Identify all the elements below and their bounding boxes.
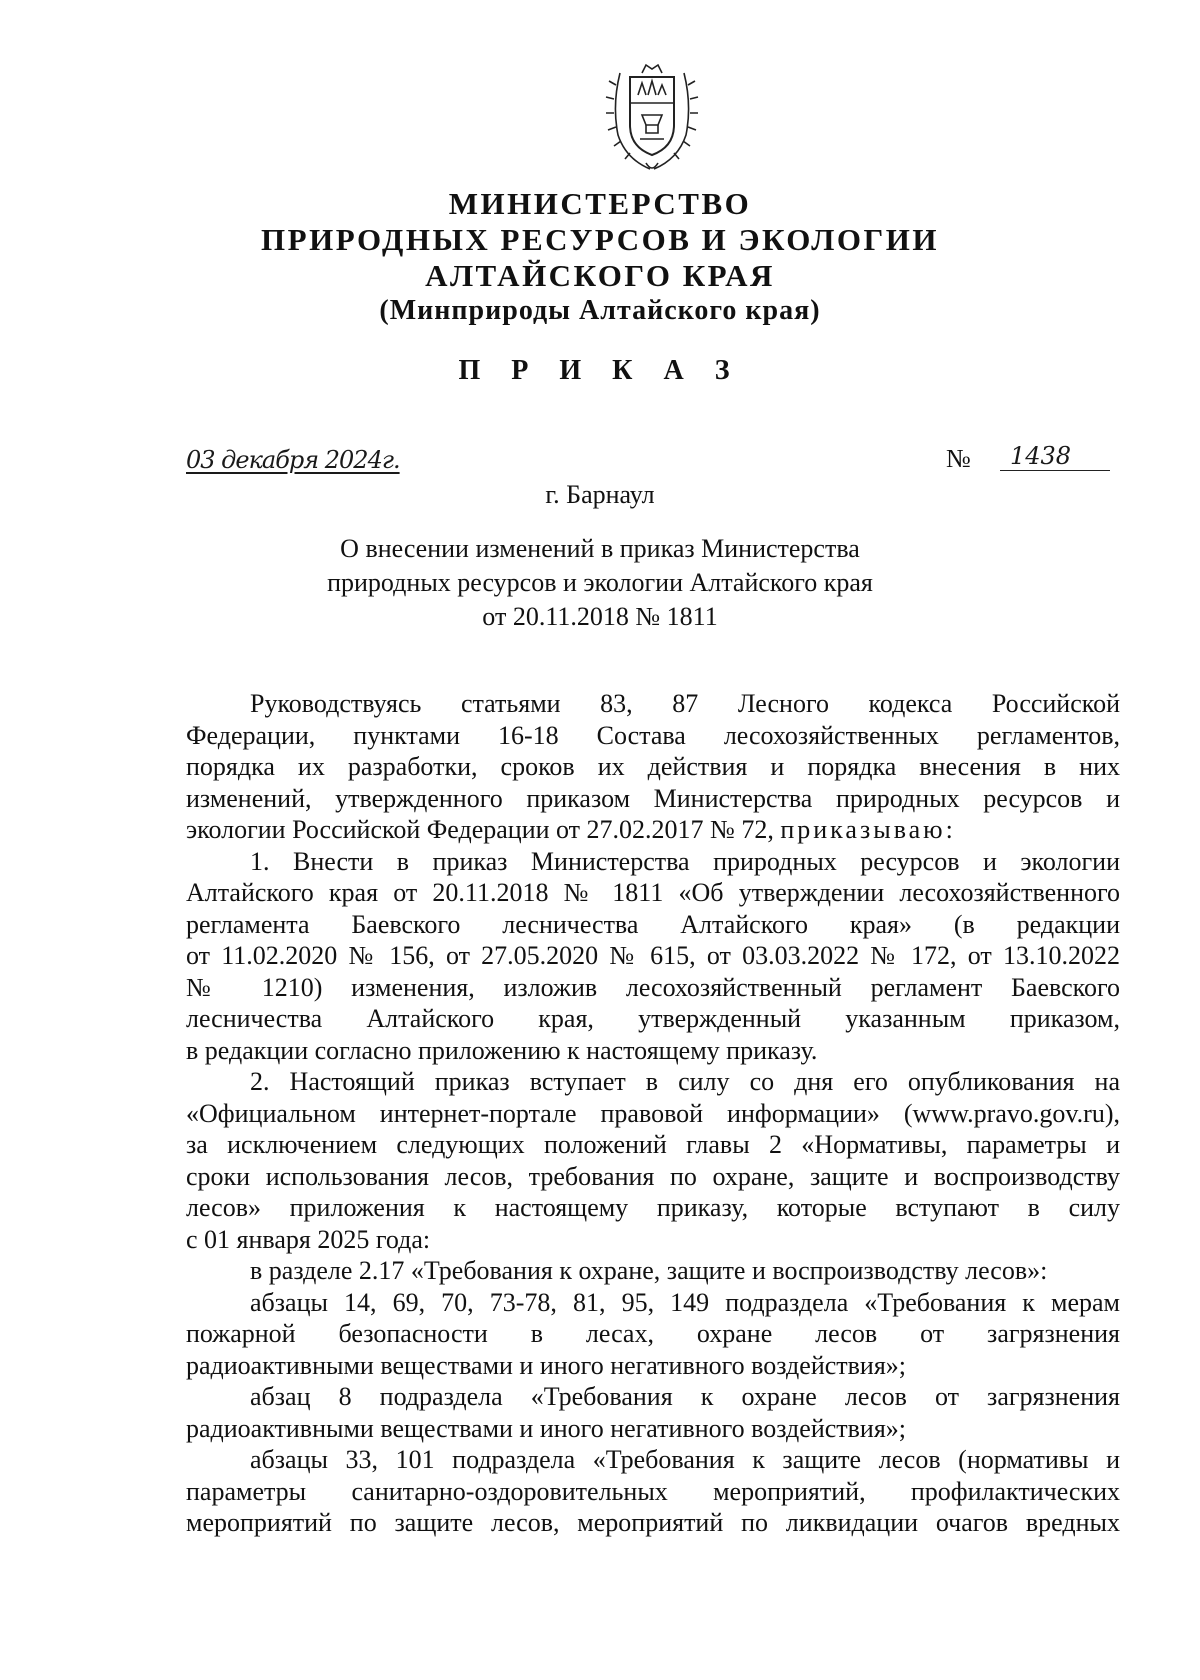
body-line [186, 814, 1120, 846]
body-line: Руководствуясь статьями 83, 87 Лесного кодекса Российской [250, 689, 1120, 718]
body-line: порядка их разработки, сроков их действия и порядка внесения в них [186, 752, 1120, 781]
body-line: «Официальном интернет-портале правовой информации» (www.pravo.gov.ru), [186, 1098, 1120, 1128]
body-line: в редакции согласно приложению к настоящему приказу. [186, 1035, 818, 1065]
title-line-1: О внесении изменений в приказ Министерства [340, 534, 860, 563]
coat-of-arms-emblem [590, 55, 714, 179]
body-line: 1. Внести в приказ Министерства природных ресурсов и экологии [250, 846, 1120, 876]
body-line: 2. Настоящий приказ вступает в силу со дня его опубликования на [250, 1067, 1120, 1096]
body-line: радиоактивными веществами и иного негативного воздействия»; [186, 1413, 907, 1443]
body-line: пожарной безопасности в лесах, охране лесов от загрязнения [186, 1319, 1120, 1348]
handwritten-date: 03 декабря 2024г. [186, 446, 400, 474]
body-line: лесничества Алтайского края, утвержденный указанным приказом, [186, 1004, 1120, 1033]
handwritten-order-number: 1438 [1000, 442, 1110, 471]
title-line-3: от 20.11.2018 № 1811 [482, 602, 718, 631]
body-line: Алтайского края от 20.11.2018 № 1811 «Об утверждении лесохозяйственного [186, 878, 1120, 907]
body-line: абзацы 14, 69, 70, 73-78, 81, 95, 149 подраздела «Требования к мерам [250, 1287, 1120, 1317]
city-line: г. Барнаул [545, 480, 655, 509]
ministry-name-line-2: ПРИРОДНЫХ РЕСУРСОВ И ЭКОЛОГИИ [261, 222, 939, 257]
body-line: за исключением следующих положений главы 2 «Нормативы, параметры и [186, 1130, 1120, 1159]
body-line: радиоактивными веществами и иного негативного воздействия»; [186, 1350, 907, 1380]
body-line: регламента Баевского лесничества Алтайского края» (в редакции [186, 909, 1120, 939]
body-line: № 1210) изменения, изложив лесохозяйственный регламент Баевского [186, 972, 1120, 1002]
order-title [300, 532, 900, 634]
body-line: мероприятий по защите лесов, мероприятий по ликвидации очагов вредных [186, 1508, 1120, 1537]
body-line: в разделе 2.17 «Требования к охране, защите и воспроизводству лесов»: [250, 1256, 1048, 1285]
order-body [186, 688, 1120, 1539]
body-line: Федерации, пунктами 16-18 Состава лесохозяйственных регламентов, [186, 720, 1120, 750]
ministry-name-line-1: МИНИСТЕРСТВО [448, 186, 752, 221]
ministry-short-name: (Минприроды Алтайского края) [379, 295, 821, 326]
order-verb: приказываю: [780, 815, 956, 844]
document-type-heading: П Р И К А З [458, 355, 742, 386]
body-line: от 11.02.2020 № 156, от 27.05.2020 № 615, от 03.03.2022 № 172, от 13.10.2022 [186, 941, 1120, 970]
number-sign: № [946, 444, 971, 473]
body-line: лесов» приложения к настоящему приказу, которые вступают в силу [186, 1193, 1120, 1222]
body-line: изменений, утвержденного приказом Министерства природных ресурсов и [186, 783, 1120, 813]
body-line-text: экологии Российской Федерации от 27.02.2017 № 72, [186, 815, 774, 844]
title-line-2: природных ресурсов и экологии Алтайского края [327, 568, 873, 597]
body-line: абзацы 33, 101 подраздела «Требования к защите лесов (нормативы и [250, 1445, 1120, 1474]
body-line: абзац 8 подраздела «Требования к охране лесов от загрязнения [250, 1382, 1120, 1411]
body-line: с 01 января 2025 года: [186, 1224, 431, 1254]
ministry-name-line-3: АЛТАЙСКОГО КРАЯ [425, 258, 775, 293]
body-line: сроки использования лесов, требования по охране, защите и воспроизводству [186, 1161, 1120, 1191]
body-line: параметры санитарно-оздоровительных мероприятий, профилактических [186, 1476, 1120, 1506]
